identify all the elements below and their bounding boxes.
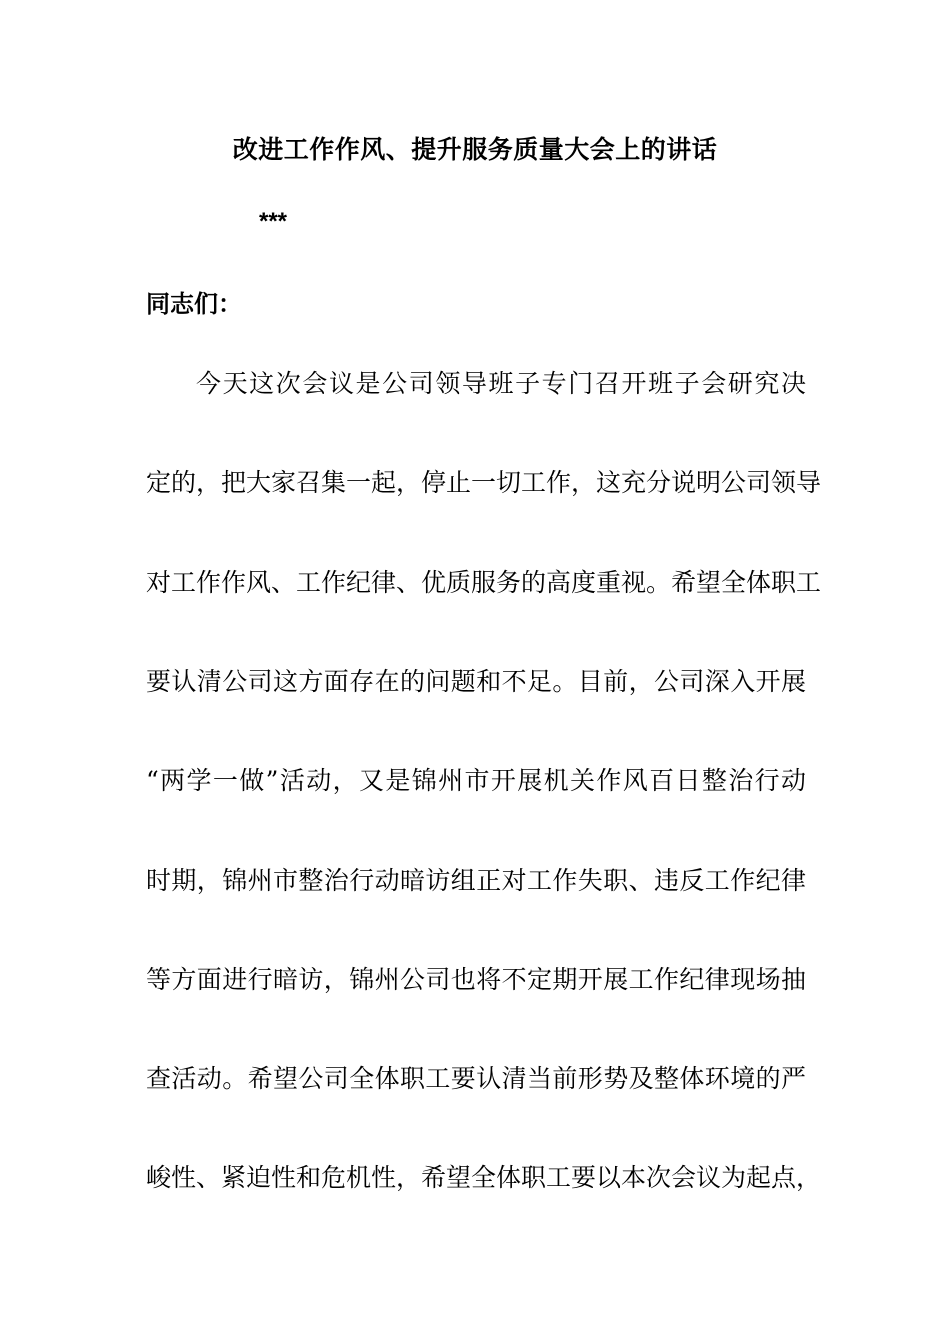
paragraph-line: 今天这次会议是公司领导班子专门召开班子会研究决 xyxy=(196,369,806,398)
paragraph-line: 要认清公司这方面存在的问题和不足。目前，公司深入开展 xyxy=(146,667,806,696)
paragraph-line: 等方面进行暗访，锦州公司也将不定期开展工作纪律现场抽 xyxy=(146,965,806,994)
paragraph-line: 峻性、紧迫性和危机性，希望全体职工要以本次会议为起点， xyxy=(146,1163,822,1192)
author-name: *** xyxy=(259,208,288,235)
salutation: 同志们： xyxy=(146,290,242,318)
paragraph-line: 对工作作风、工作纪律、优质服务的高度重视。希望全体职工 xyxy=(146,568,822,597)
paragraph-line: “两学一做”活动，又是锦州市开展机关作风百日整治行动 xyxy=(146,766,806,795)
paragraph-line: 时期，锦州市整治行动暗访组正对工作失职、违反工作纪律 xyxy=(146,866,806,895)
paragraph-line: 定的，把大家召集一起，停止一切工作，这充分说明公司领导 xyxy=(146,468,822,497)
document-title: 改进工作作风、提升服务质量大会上的讲话 xyxy=(232,135,718,164)
paragraph-line: 查活动。希望公司全体职工要认清当前形势及整体环境的严 xyxy=(146,1064,806,1093)
